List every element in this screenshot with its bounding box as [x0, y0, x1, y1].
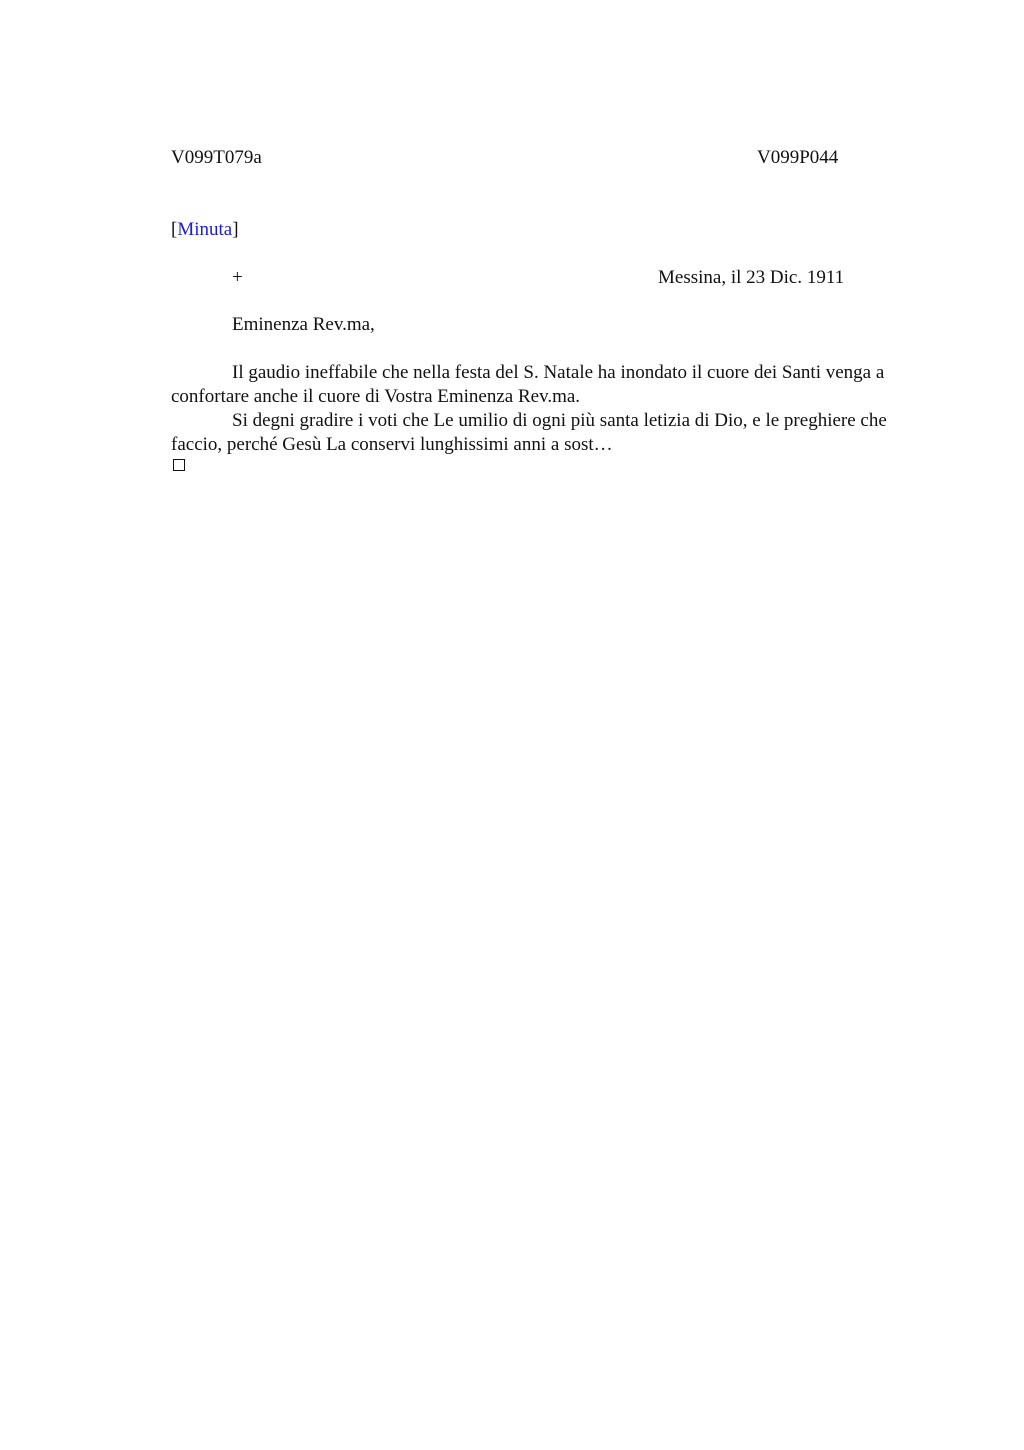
body-paragraph: Si degni gradire i voti che Le umilio di ogni più santa letizia di Dio, e le preghiere che faccio, perché Gesù La conservi lunghissimi anni a sost… — [171, 410, 887, 455]
end-square-icon — [173, 459, 185, 471]
document-code-right: V099P044 — [757, 147, 839, 168]
document-code-left: V099T079a — [171, 147, 262, 168]
salutation: Eminenza Rev.ma, — [232, 314, 375, 335]
place-date: Messina, il 23 Dic. 1911 — [658, 267, 845, 288]
close-bracket: ] — [232, 219, 239, 240]
cross-mark: + — [232, 267, 243, 288]
minuta-link[interactable]: Minuta — [177, 219, 233, 240]
open-bracket: [ — [171, 219, 178, 240]
minuta-note — [171, 218, 239, 242]
letter-body — [171, 361, 933, 457]
body-paragraph: Il gaudio ineffabile che nella festa del S. Natale ha inondato il cuore dei Santi venga a confortare anche il cuore di Vostra Eminenza Rev.ma. — [171, 362, 885, 407]
